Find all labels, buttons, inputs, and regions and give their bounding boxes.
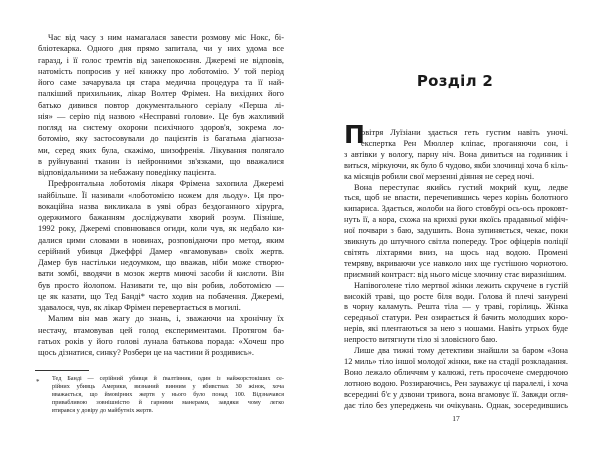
text-line: 12 миль» тіло іншої молодої жінки, вже на стадії розкладання. [344, 356, 568, 366]
text-line: Малим він мав жагу до знань, і, зважаючи на хронічну їх [48, 314, 284, 324]
text-line: вати зомбі, вводячи в мозок жертв миючі засоби й кислоти. Він [38, 269, 284, 279]
text-line: в руйнуванні тканин із нейронними зв'язками, що вважалися [38, 156, 284, 166]
text-line: нуть її, а кора, схожа на крихкі руки якоїсь прадавньої міфіч- [344, 215, 568, 225]
text-line: батько дивився повтор документального серіалу «Перша лі- [38, 100, 284, 110]
text-line: далися цими словами в новинах, розповідаючи про метод, яким [38, 235, 284, 245]
text-line: щось дізнатися, синку? Розбери це на частини й роздивись». [38, 348, 254, 357]
footnote-line: Тед Банді — серійний убивця й ґвалтівник, один із найжорстокіших се- [52, 375, 284, 382]
text-line: ботомію, яку застосовували до пацієнтів із багатьма діагноза- [38, 134, 284, 144]
text-line: серійний убивця Джеффрі Дамер «вгамовував» своїх жертв. [38, 246, 284, 256]
text-line: кипариса. Здається, жолоби на його стовбурі ось-ось проковт- [344, 204, 568, 214]
text-line: палкіший прихильник, лікар Волтер Фрімен. На вихідних його [38, 89, 284, 99]
text-line: 1992 року, Джеремі сповнювався огиди, коли чув, як недбало ки- [38, 224, 284, 234]
footnote-line: втирався у довіру до майбутніх жертв. [52, 407, 154, 414]
text-line: лотною водою. Роззираючись, Рен зауважує ці паралелі, і хоча [344, 378, 568, 388]
text-line: нія» — серію під назвою «Несправні голови». Це був жахливий [38, 111, 284, 121]
drop-cap: П [344, 120, 365, 149]
footnote-rule [35, 370, 89, 371]
text-line: бліотекарка. Одного дня прямо запитала, чи у них удома все [38, 44, 284, 54]
text-line: середньої статури. Рен озирається й бачить молодших коро- [344, 313, 568, 323]
text-line: найбільше. Її називали «лоботомією ножем для льоду». Ця про- [38, 190, 284, 200]
text-line: гатьох років у його голові лунала батькова порада: «Хочеш про [38, 336, 284, 346]
text-line: непросто витягнути тіло зі зловісного баю. [344, 335, 498, 345]
text-line: дає тіло без упереджень чи очікувань. Однак, зосередившись [344, 400, 568, 410]
text-line: нерів, які плентаються за нею з ношами. Навіть утрьох буде [344, 324, 568, 334]
footnote-line: вважається, що ймовірних жертв у нього було понад 100. Відзначався [52, 391, 284, 398]
text-line: приємний контраст: від нього місце злочину стає виразнішим. [344, 269, 567, 279]
text-line: з автівки у вологу, парну ніч. Вона дивиться на годинник і [344, 149, 568, 159]
footnote-line: привабливою зовнішністю й гарними манерами, завдяки чому легко [52, 399, 284, 406]
text-line: Лише два тижні тому детективи знайшли за баром «Зона [354, 346, 568, 355]
text-line: всередині б'є у дзвони тривога, вона вгамовує її. Завжди огля- [344, 389, 568, 399]
text-line: високій траві, що росте біля води. Голова й плечі занурені [344, 291, 568, 301]
text-line: експертка Рен Мюллер кліпає, проганяючи сон, і [361, 138, 568, 148]
text-line: овітря Луїзіани здається геть густим навіть уночі. [361, 128, 568, 137]
text-line: гаразд, і її голос тремтів від занепокоєння. Джеремі не відповів, [38, 55, 284, 65]
text-line: в чорну каламуть. Решта тіла — у траві, горілиць. Жінка [344, 302, 568, 312]
text-line: виться, міркуючи, як було б чудово, якби злочинці хоча б кіль- [344, 160, 568, 170]
text-line: здавалося, чув, як лікар Фрімен перевертається в могилі. [38, 303, 241, 312]
text-line: це як казати, що Тед Банді* часто ходив на побачення. Джеремі, [38, 291, 284, 301]
page-number: 17 [452, 414, 460, 423]
text-line: Дамер був настільки недоумком, що вважав, ніби може створю- [38, 258, 284, 267]
text-line: вокаційна назва викликала в уяві образ бездоганного хірурга, [38, 201, 284, 211]
text-line: звикнуть до штучного світла попереду. Троє офіцерів поліції [344, 237, 568, 246]
text-line: ми, серед яких була, скажімо, шизофренія. Лікування полягало [38, 145, 284, 155]
text-line: Час від часу з ним намагалася завести розмову міс Нокс, бі- [48, 33, 284, 42]
text-line: ться, щоб не впасти, перечепившись через корінь болотного [344, 193, 568, 203]
text-line: його саме зачарувала ця стара медична процедура та її най- [38, 78, 284, 87]
text-line: відповідальними за небажану поведінку пацієнта. [38, 168, 217, 177]
text-line: Вона переступає якийсь густий мокрий кущ, ледве [354, 182, 568, 192]
text-line: Напівоголене тіло мертвої жінки лежить скручене в густій [354, 280, 568, 290]
text-line: світять ліхтарями вниз, на щось над водою. Промені [344, 247, 568, 257]
text-line: Воно лежало обличчям у калюжі, геть просочене смердючою [344, 367, 568, 377]
text-line: погляд на систему охорони психічного здоров'я, зокрема ло- [38, 123, 284, 132]
text-line: ної почвари з баю, задушить. Вона зупиняється, чекає, поки [344, 226, 568, 236]
footnote-line: рійних убивць Америки, визнаний винним у вбивствах 30 жінок, хоча [52, 383, 284, 390]
text-line: одержимого бажанням досліджувати хворий розум. Пізніше, [38, 213, 284, 222]
text-line: був просто йолопом. Називати те, що він робив, лоботомією — [38, 280, 284, 290]
footnote-mark: * [36, 378, 40, 386]
text-line: темряву, вкриваючи усе навколо них ще густішою чорнотою. [344, 258, 568, 268]
right-page [300, 0, 600, 454]
chapter-title: Розділ 2 [416, 72, 494, 90]
text-line: Префронтальна лоботомія лікаря Фрімена захопила Джеремі [48, 179, 284, 189]
text-line: нестачу, втамовував цей голод експериментами. Протягом ба- [38, 325, 284, 335]
text-line: ка місяців робили свої мерзенні діяння не серед ночі. [344, 171, 535, 181]
text-line: натомість попросив у неї книжку про лоботомію. У той період [38, 66, 284, 76]
